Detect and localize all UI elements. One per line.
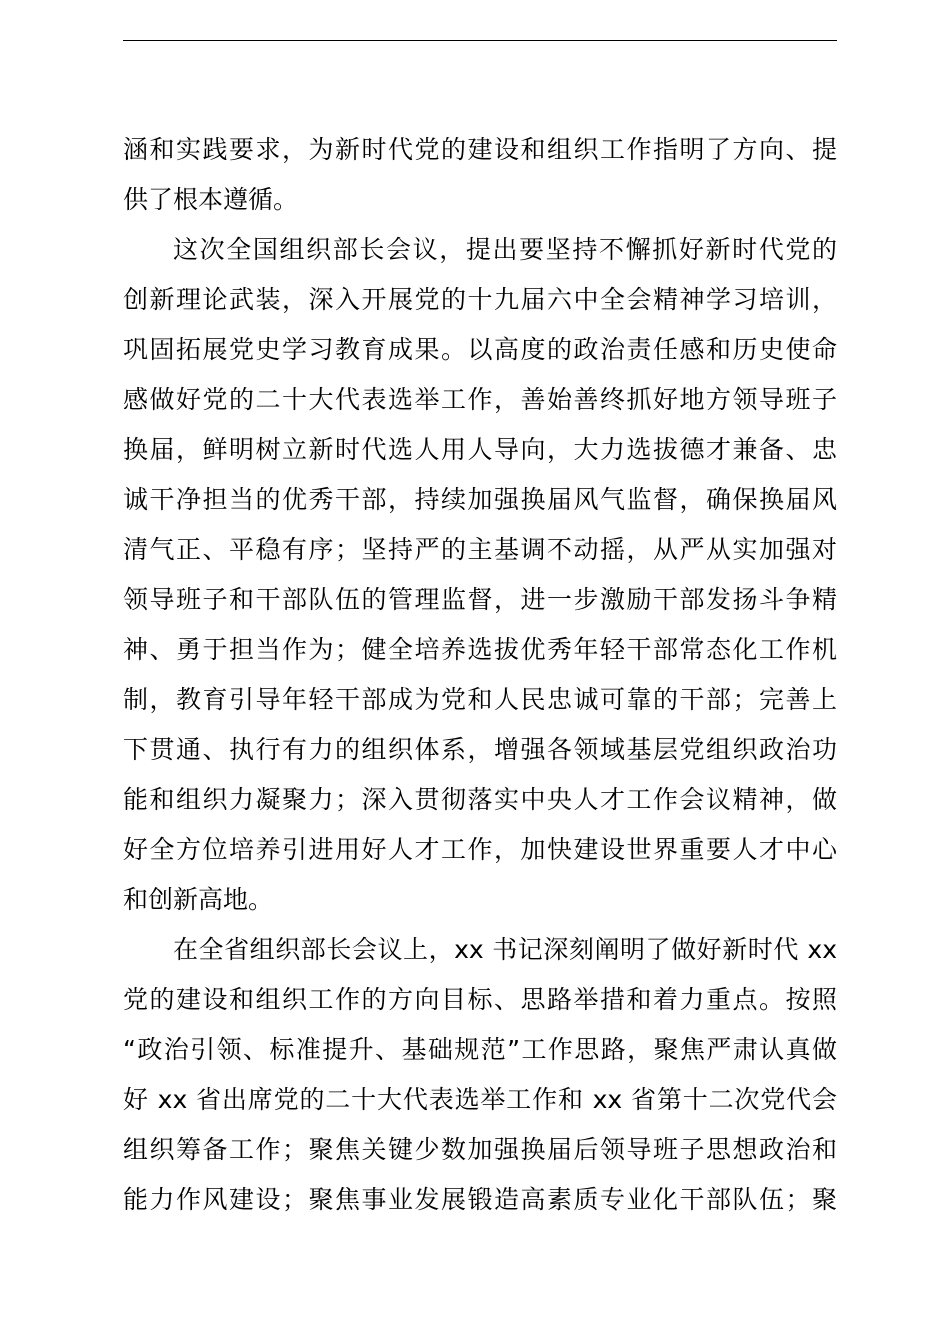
text-line: 党的建设和组织工作的方向目标、思路举措和着力重点。按照 — [123, 985, 837, 1014]
text-line: 在全省组织部长会议上，xx 书记深刻阐明了做好新时代 xx — [173, 935, 837, 964]
text-line: 换届，鲜明树立新时代选人用人导向，大力选拔德才兼备、忠 — [123, 435, 837, 464]
text-line: 巩固拓展党史学习教育成果。以高度的政治责任感和历史使命 — [123, 335, 837, 364]
text-line: 能力作风建设；聚焦事业发展锻造高素质专业化干部队伍；聚 — [123, 1185, 837, 1214]
text-line: 下贯通、执行有力的组织体系，增强各领域基层党组织政治功 — [123, 735, 837, 764]
text-line: 领导班子和干部队伍的管理监督，进一步激励干部发扬斗争精 — [123, 585, 837, 614]
text-line: 这次全国组织部长会议，提出要坚持不懈抓好新时代党的 — [173, 235, 837, 264]
text-line: 供了根本遵循。 — [123, 185, 299, 214]
text-line: 好 xx 省出席党的二十大代表选举工作和 xx 省第十二次党代会 — [123, 1085, 837, 1114]
text-line: 和创新高地。 — [123, 885, 274, 914]
text-line: 感做好党的二十大代表选举工作，善始善终抓好地方领导班子 — [123, 385, 837, 414]
text-line: 好全方位培养引进用好人才工作，加快建设世界重要人才中心 — [123, 835, 837, 864]
text-line: 清气正、平稳有序；坚持严的主基调不动摇，从严从实加强对 — [123, 535, 837, 564]
text-line: 组织筹备工作；聚焦关键少数加强换届后领导班子思想政治和 — [123, 1135, 837, 1164]
text-line: 能和组织力凝聚力；深入贯彻落实中央人才工作会议精神，做 — [123, 785, 837, 814]
text-line: 诚干净担当的优秀干部，持续加强换届风气监督，确保换届风 — [123, 485, 837, 514]
text-line: 制，教育引导年轻干部成为党和人民忠诚可靠的干部；完善上 — [123, 685, 837, 714]
text-line: 创新理论武装，深入开展党的十九届六中全会精神学习培训， — [123, 285, 837, 314]
body-text — [123, 125, 837, 1225]
header-rule — [123, 40, 837, 41]
text-line: 神、勇于担当作为；健全培养选拔优秀年轻干部常态化工作机 — [123, 635, 837, 664]
text-line: 涵和实践要求，为新时代党的建设和组织工作指明了方向、提 — [123, 135, 837, 164]
text-line: “政治引领、标准提升、基础规范”工作思路，聚焦严肃认真做 — [123, 1035, 837, 1064]
